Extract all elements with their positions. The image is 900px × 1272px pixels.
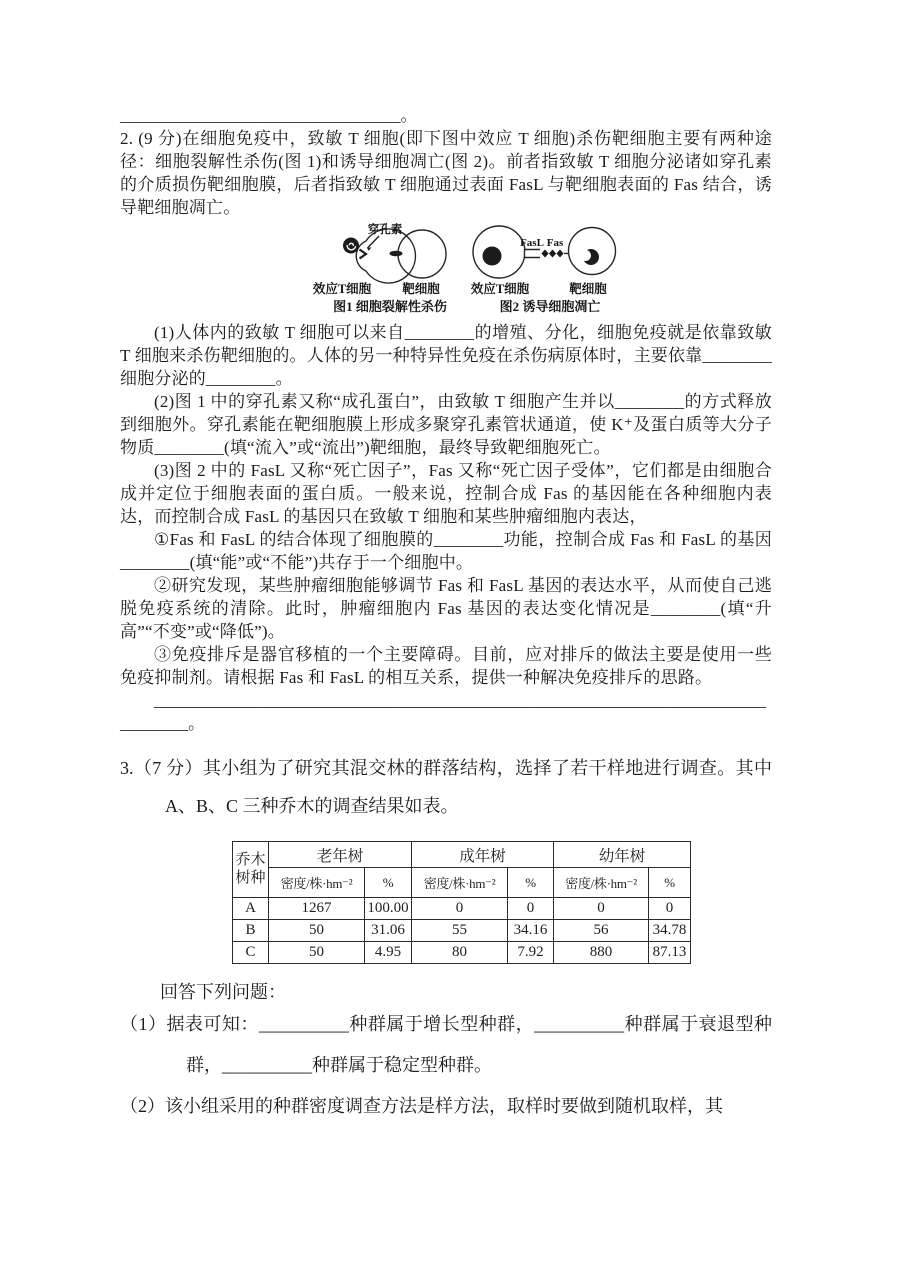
fig1-target-label: 靶细胞 xyxy=(402,282,440,296)
perforin-label: 穿孔素 xyxy=(367,224,403,236)
fig1-effector-label: 效应T细胞 xyxy=(312,282,372,296)
table-cell: 31.06 xyxy=(365,920,412,942)
corner-line2: 树种 xyxy=(235,869,266,886)
apoptotic-nucleus-crescent-cut xyxy=(580,250,591,261)
question3-part1: （1）据表可知：__________种群属于增长型种群，__________种群属于衰退型种群，__________种群属于稳定型种群。 xyxy=(120,1014,772,1075)
table-cell: 50 xyxy=(269,942,365,964)
table-cell: 4.95 xyxy=(365,942,412,964)
question-3 xyxy=(120,749,772,1127)
fas-chain-icon xyxy=(541,250,563,258)
question2-part3: (3)图 2 中的 FasL 又称“死亡因子”，Fas 又称“死亡因子受体”，它们都是由细胞合成并定位于细胞表面的蛋白质。一般来说，控制合成 Fas 的基因能在各种细胞内表达，而控制合成 FasL 的基因只在致敏 T 细胞和某些肿瘤细胞内表达， xyxy=(120,461,772,526)
subheader-density-young: 密度/株·hm⁻² xyxy=(554,868,649,898)
table-cell: 34.16 xyxy=(508,920,554,942)
figure1-cell-lysis xyxy=(313,222,447,314)
corner-line1: 乔木 xyxy=(235,852,266,869)
table-cell: 56 xyxy=(554,920,649,942)
page-content xyxy=(120,104,772,1127)
question2-part2: (2)图 1 中的穿孔素又称“成孔蛋白”，由致敏 T 细胞产生并以________的方式释放到细胞外。穿孔素能在靶细胞膜上形成多聚穿孔素管状通道，使 K⁺及蛋白质等大分子物质________(填“流入”或“流出”)靶细胞，最终导致靶细胞死亡。 xyxy=(120,392,772,457)
table-cell: 50 xyxy=(269,920,365,942)
table-cell: 55 xyxy=(412,920,508,942)
question3-prompt: 回答下列问题： xyxy=(160,982,286,1002)
table-corner-cell xyxy=(233,842,269,898)
table-cell: 34.78 xyxy=(649,920,691,942)
table-row-C xyxy=(233,942,691,964)
answer-line: ________________________________________________________________________ xyxy=(154,691,766,710)
fig1-caption: 图1 细胞裂解性杀伤 xyxy=(333,299,447,314)
perforin-molecule-icon xyxy=(390,251,403,257)
subheader-density-old: 密度/株·hm⁻² xyxy=(269,868,365,898)
question3-stem: 3.（7 分）其小组为了研究其混交林的群落结构，选择了若干样地进行调查。其中 A、B、C 三种乔木的调查结果如表。 xyxy=(120,758,772,816)
question2-stem: 2. (9 分)在细胞免疫中，致敏 T 细胞(即下图中效应 T 细胞)杀伤靶细胞主要有两种途径：细胞裂解性杀伤(图 1)和诱导细胞凋亡(图 2)。前者指致敏 T 细胞分泌诸如穿孔素的介质损伤靶细胞膜，后者指致敏 T 细胞通过表面 FasL 与靶细胞表面的 Fas 结合，诱导靶细胞凋亡。 xyxy=(120,129,772,217)
subheader-density-adult: 密度/株·hm⁻² xyxy=(412,868,508,898)
table-cell: 0 xyxy=(554,898,649,920)
table-cell: 100.00 xyxy=(365,898,412,920)
species-cell: B xyxy=(233,920,269,942)
species-cell: C xyxy=(233,942,269,964)
question2-sub1: ①Fas 和 FasL 的结合体现了细胞膜的________功能，控制合成 Fas 和 FasL 的基因________(填“能”或“不能”)共存于一个细胞中。 xyxy=(120,530,772,572)
effector-t-cell-membrane xyxy=(356,229,415,283)
table-cell: 1267 xyxy=(269,898,365,920)
cell-diagram xyxy=(278,221,678,319)
table-cell: 0 xyxy=(412,898,508,920)
fasl-label: FasL xyxy=(520,237,544,249)
fig2-effector-label: 效应T细胞 xyxy=(470,282,530,296)
table-cell: 80 xyxy=(412,942,508,964)
question2-sub2: ②研究发现，某些肿瘤细胞能够调节 Fas 和 FasL 基因的表达水平，从而使自己逃脱免疫系统的清除。此时，肿瘤细胞内 Fas 基因的表达变化情况是________(填“升高”“不变”或“降低”)。 xyxy=(120,576,772,641)
effector-nucleus xyxy=(483,247,502,266)
granule-swirl xyxy=(343,238,359,254)
table-cell: 0 xyxy=(508,898,554,920)
table-cell: 0 xyxy=(649,898,691,920)
table-cell: 880 xyxy=(554,942,649,964)
header-young-trees: 幼年树 xyxy=(554,842,691,868)
subheader-percent-young: % xyxy=(649,868,691,898)
header-old-trees: 老年树 xyxy=(269,842,412,868)
question3-part2: （2）该小组采用的种群密度调查方法是样方法，取样时要做到随机取样，其 xyxy=(120,1096,723,1116)
question2-figure xyxy=(120,221,772,319)
question2-sub3: ③免疫排斥是器官移植的一个主要障碍。目前，应对排斥的做法主要是使用一些免疫抑制剂。请根据 Fas 和 FasL 的相互关系，提供一种解决免疫排斥的思路。 xyxy=(120,645,772,687)
answer-blank-top: _________________________________。 xyxy=(120,106,418,125)
table-cell: 7.92 xyxy=(508,942,554,964)
figure2-apoptosis xyxy=(471,226,616,314)
fig2-caption: 图2 诱导细胞凋亡 xyxy=(499,299,601,314)
answer-line-tail: ________。 xyxy=(120,714,205,733)
tree-survey-table xyxy=(232,841,691,964)
header-adult-trees: 成年树 xyxy=(412,842,554,868)
fasl-receptor-icon xyxy=(525,250,541,258)
species-cell: A xyxy=(233,898,269,920)
fig2-target-label: 靶细胞 xyxy=(569,282,607,296)
subheader-percent-adult: % xyxy=(508,868,554,898)
table-row-B xyxy=(233,920,691,942)
fas-label: Fas xyxy=(546,237,564,249)
table-row-A xyxy=(233,898,691,920)
table-cell: 87.13 xyxy=(649,942,691,964)
subheader-percent-old: % xyxy=(365,868,412,898)
question2-part1: (1)人体内的致敏 T 细胞可以来自________的增殖、分化，细胞免疫就是依靠致敏 T 细胞来杀伤靶细胞的。人体的另一种特异性免疫在杀伤病原体时，主要依靠________细胞分泌的________。 xyxy=(120,323,772,388)
